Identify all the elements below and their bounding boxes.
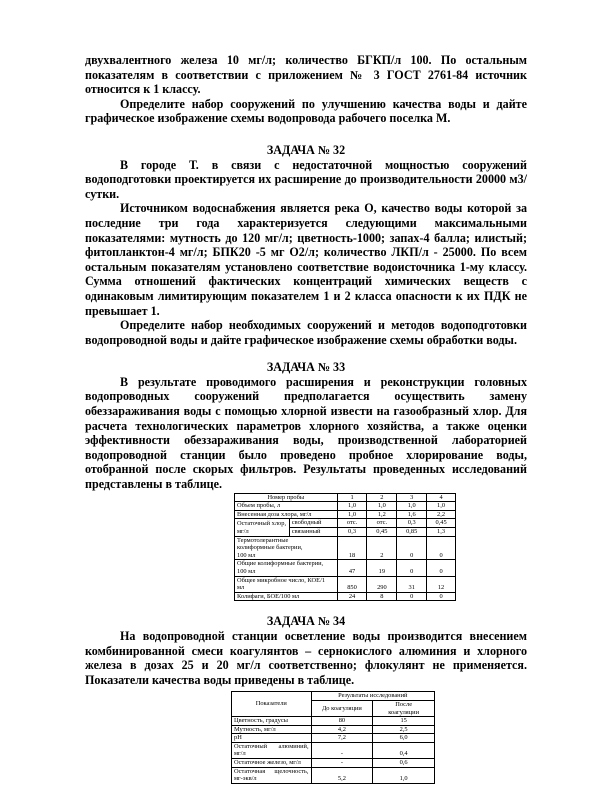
table-cell: 0,3 — [337, 528, 367, 537]
row-label-line: Остаточный алюминий, — [234, 742, 309, 750]
table-cell: - — [311, 759, 373, 768]
table-row — [232, 767, 435, 783]
table-row — [232, 717, 435, 726]
task-32-paragraph-1: В городе Т. в связи с недостаточной мощностью сооружений водоподготовки проектируется их расширение до производительности 20000 м3/сутки. — [85, 157, 527, 201]
chlorination-table — [234, 493, 456, 602]
row-label: Колифаги, БОЕ/100 мл — [235, 592, 338, 601]
table-row — [235, 560, 456, 576]
table-cell: 1,2 — [367, 510, 397, 519]
table-row — [232, 725, 435, 734]
document-page — [85, 53, 527, 784]
table-cell: отс. — [337, 519, 367, 528]
table-row — [232, 742, 435, 758]
row-label-line: Общее микробное число, КОЕ/1 — [237, 576, 326, 584]
table-row — [235, 493, 456, 502]
table-row — [235, 592, 456, 601]
table-header-cell — [373, 700, 435, 716]
task-32-paragraph-2: Источником водоснабжения является река О, качество воды которой за последние три года характеризуется следующими максимальными показателями: мутность до 120 мг/л; цветность-1000; запах-4 балла; илистый; фитопланктон-4 мг/л; БПК20 -5 мг О2/л; количество ЛКП/л - 25000. По всем остальным показателям установлено соответствие водоисточника 1-му классу. Сумма отношений фактических концентраций химических веществ с одинаковым лимитирующим показателем 1 и 2 класса опасности к их ПДК не превышает 1. — [85, 201, 527, 318]
table-cell: 0 — [397, 536, 427, 560]
row-label-line: 100 мл — [237, 567, 256, 575]
table-cell: 6,0 — [373, 734, 435, 743]
table-cell: 4,2 — [311, 725, 373, 734]
table-cell: 7,2 — [311, 734, 373, 743]
table-cell: 19 — [367, 560, 397, 576]
table-cell: 0,45 — [367, 528, 397, 537]
task-33-paragraph-1: В результате проводимого расширения и реконструкции головных водопроводных сооружений предполагается осуществить замену обеззараживания воды с помощью хлорной извести на газообразный хлор. Для расчета технологических параметров хлорного хозяйства, а также оценки эффективности обеззараживания воды, производственной лабораторией водопроводной станции было проведено пробное хлорирование воды, отобранной после скорых фильтров. Результаты проведенных исследований представлены в таблице. — [85, 374, 527, 492]
row-label — [235, 536, 338, 560]
table-cell: 0,3 — [397, 519, 427, 528]
table-row — [232, 759, 435, 768]
table-cell: 2,5 — [373, 725, 435, 734]
row-label: Внесенная доза хлора, мг/л — [235, 510, 338, 519]
row-label: Цветность, градусы — [232, 717, 312, 726]
row-label: pH — [232, 734, 312, 743]
intro-paragraph-2: Определите набор сооружений по улучшению качества воды и дайте графическое изображение схемы водопровода рабочего поселка М. — [85, 96, 527, 126]
table-cell: 1,0 — [337, 510, 367, 519]
row-label-line: 100 мл — [237, 551, 256, 559]
table-cell: 850 — [337, 576, 367, 592]
table-cell: - — [311, 742, 373, 758]
table-cell: 0,6 — [373, 759, 435, 768]
table-cell: 1,6 — [397, 510, 427, 519]
table-cell: 1,0 — [373, 767, 435, 783]
table-cell: 80 — [311, 717, 373, 726]
row-label-line: колиформные бактерии, — [237, 544, 303, 552]
table-cell: 290 — [367, 576, 397, 592]
row-sublabel: свободный — [289, 519, 337, 528]
table-row — [235, 502, 456, 511]
table-cell: 31 — [397, 576, 427, 592]
table-cell: 2 — [367, 536, 397, 560]
table-header-cell: До коагуляции — [311, 700, 373, 716]
row-label: Мутность, мг/л — [232, 725, 312, 734]
table-cell: 8 — [367, 592, 397, 601]
table-row — [235, 519, 456, 528]
table-row — [235, 510, 456, 519]
sample-number: 3 — [397, 493, 427, 502]
row-label-line: мг-экв/л — [234, 775, 257, 783]
table-row — [232, 692, 435, 701]
table-row — [235, 528, 456, 537]
sample-number: 2 — [367, 493, 397, 502]
task-32-title: ЗАДАЧА № 32 — [266, 142, 346, 157]
table-cell: 1,3 — [427, 528, 456, 537]
table-cell: 5,2 — [311, 767, 373, 783]
row-label — [232, 767, 312, 783]
task-33-title: ЗАДАЧА № 33 — [266, 360, 346, 375]
task-32-paragraph-3: Определите набор необходимых сооружений и методов водоподготовки водопроводной воды и дайте графическое изображение схемы обработки воды. — [85, 318, 527, 347]
row-label — [235, 560, 338, 576]
table-row — [235, 576, 456, 592]
table-cell: 0,85 — [397, 528, 427, 537]
sample-number: 4 — [427, 493, 456, 502]
table-cell: 1,0 — [337, 502, 367, 511]
table-row — [232, 734, 435, 743]
task-34-title: ЗАДАЧА № 34 — [266, 614, 346, 629]
row-label-line: Общие колиформные бактерии, — [237, 560, 324, 568]
table-cell: 0 — [427, 536, 456, 560]
task-34-paragraph-1: На водопроводной станции осветление воды производится внесением комбинированной смеси коагулянтов – сернокислого алюминия и хлорного железа в дозах 25 и 20 мг/л соответственно; флокулянт не применяется. Показатели качества воды приведены в таблице. — [85, 628, 527, 687]
row-label-line: мл — [237, 584, 245, 592]
table-cell: 24 — [337, 592, 367, 601]
row-label-line: мг/л — [234, 750, 246, 758]
table-cell: 0 — [427, 560, 456, 576]
table-cell: 12 — [427, 576, 456, 592]
row-label-line: Остаточная щелочность, — [234, 767, 309, 775]
header-line: коагуляции — [388, 708, 419, 716]
row-sublabel: связанный — [289, 528, 337, 537]
table-header-cell: Показатели — [232, 692, 312, 717]
table-cell: 47 — [337, 560, 367, 576]
table-cell: 0 — [427, 592, 456, 601]
row-label: Остаточный хлор, — [235, 519, 290, 528]
table-cell: 1,0 — [397, 502, 427, 511]
table-cell: 0 — [397, 560, 427, 576]
row-label: мг/л — [235, 528, 290, 537]
table-cell: 15 — [373, 717, 435, 726]
row-label — [235, 576, 338, 592]
header-line: После — [395, 700, 413, 708]
table-cell: отс. — [367, 519, 397, 528]
table-cell: 1,0 — [427, 502, 456, 511]
row-label: Остаточное железо, мг/л — [232, 759, 312, 768]
table-header-cell: Номер пробы — [235, 493, 338, 502]
table-cell: 0 — [397, 592, 427, 601]
row-label: Объем пробы, л — [235, 502, 338, 511]
table-cell: 2,2 — [427, 510, 456, 519]
sample-number: 1 — [337, 493, 367, 502]
table-cell: 1,0 — [367, 502, 397, 511]
table-cell: 0,45 — [427, 519, 456, 528]
row-label — [232, 742, 312, 758]
table-cell: 0,4 — [373, 742, 435, 758]
table-cell: 18 — [337, 536, 367, 560]
table-header-cell: Результаты исследований — [311, 692, 434, 701]
coagulation-table — [231, 691, 435, 784]
table-row — [235, 536, 456, 560]
intro-paragraph-1: двухвалентного железа 10 мг/л; количество БГКП/л 100. По остальным показателям в соответствии с приложением № 3 ГОСТ 2761-84 источник относится к 1 классу. — [85, 53, 527, 97]
row-label-line: Термотолерантные — [237, 536, 289, 544]
